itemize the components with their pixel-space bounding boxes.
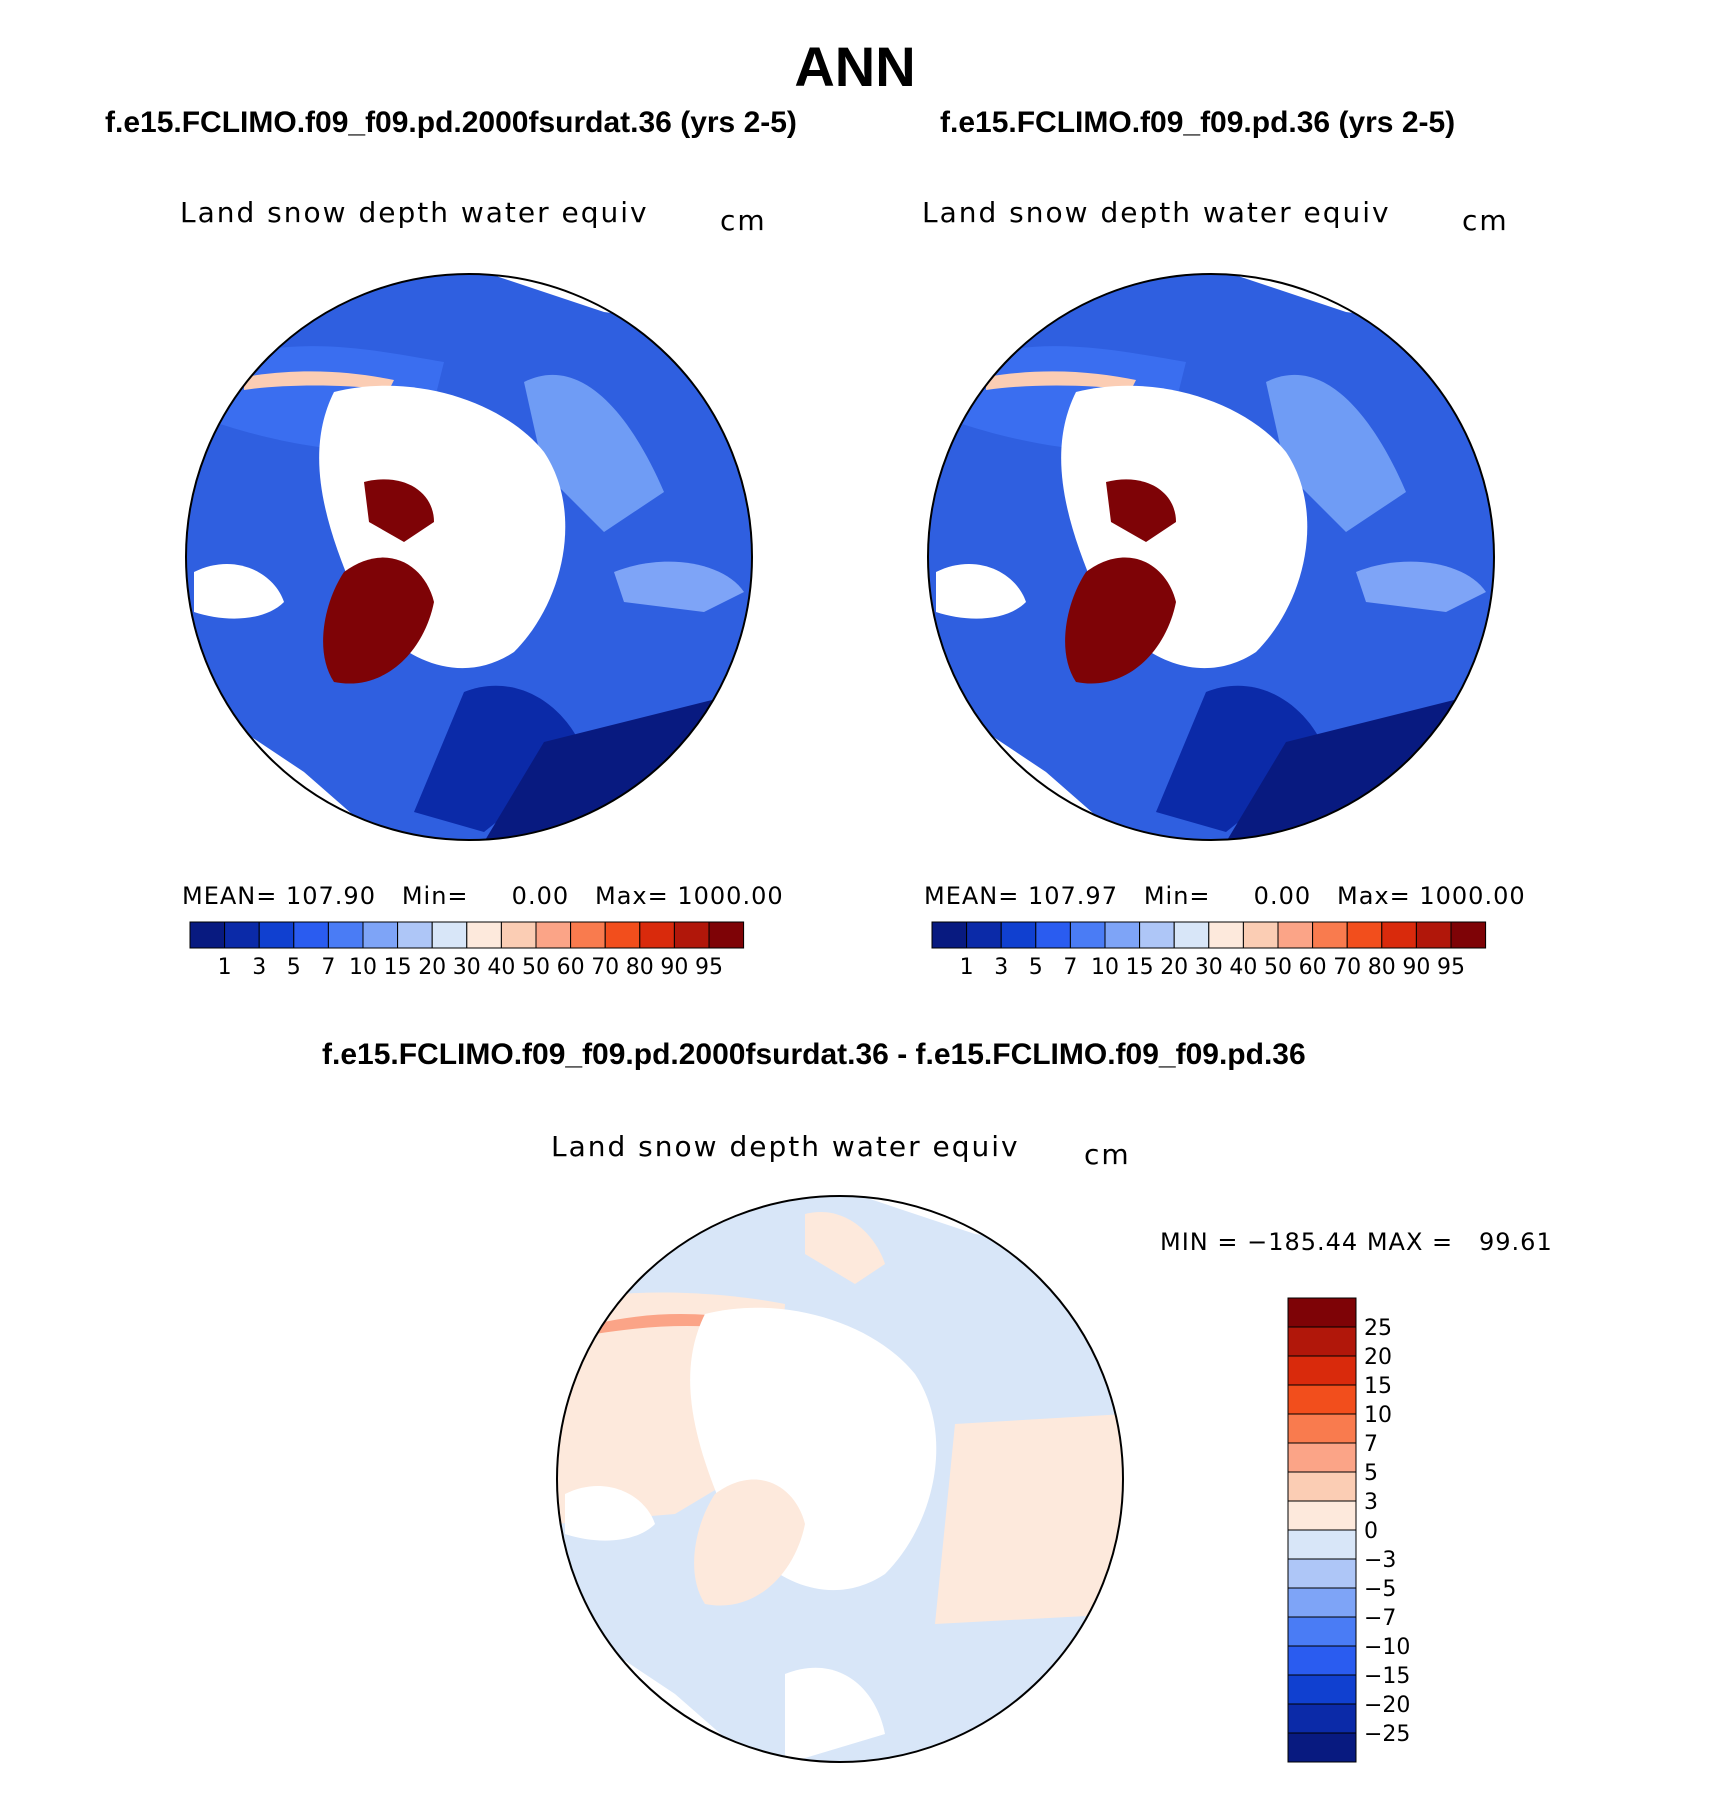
colorbar-swatch bbox=[932, 922, 967, 948]
colorbar-swatch bbox=[259, 922, 294, 948]
colorbar-swatch bbox=[328, 922, 363, 948]
diff-colorbar-swatch bbox=[1288, 1443, 1356, 1472]
polar-map-left bbox=[184, 272, 754, 842]
colorbar-tick-label: 30 bbox=[1194, 955, 1223, 980]
colorbar-tick-label: 90 bbox=[660, 955, 689, 980]
case-title-left: f.e15.FCLIMO.f09_f09.pd.2000fsurdat.36 (yrs 2-5) bbox=[105, 106, 797, 139]
diff-colorbar-swatch bbox=[1288, 1733, 1356, 1762]
diff-colorbar-tick-label: −7 bbox=[1364, 1606, 1397, 1631]
colorbar-tick-label: 1 bbox=[959, 955, 974, 980]
case-title-right: f.e15.FCLIMO.f09_f09.pd.36 (yrs 2-5) bbox=[940, 106, 1456, 139]
colorbar-tick-label: 20 bbox=[1160, 955, 1189, 980]
diff-colorbar-tick-label: 15 bbox=[1364, 1374, 1392, 1399]
colorbar-swatch bbox=[571, 922, 606, 948]
colorbar-swatch bbox=[1416, 922, 1451, 948]
diff-colorbar-tick-label: 25 bbox=[1364, 1316, 1392, 1341]
diff-colorbar-tick-label: 3 bbox=[1364, 1490, 1378, 1515]
colorbar-tick-label: 30 bbox=[452, 955, 481, 980]
colorbar-tick-label: 15 bbox=[383, 955, 412, 980]
colorbar-tick-label: 95 bbox=[695, 955, 723, 980]
colorbar-tick-label: 50 bbox=[522, 955, 550, 980]
colorbar-swatch bbox=[432, 922, 467, 948]
colorbar-swatch bbox=[1174, 922, 1209, 948]
diff-colorbar-tick-label: −10 bbox=[1364, 1635, 1411, 1660]
polar-map-diff bbox=[555, 1194, 1125, 1764]
colorbar-swatch bbox=[536, 922, 571, 948]
variable-label-diff: Land snow depth water equiv bbox=[551, 1130, 1020, 1163]
variable-label-right: Land snow depth water equiv bbox=[922, 196, 1391, 229]
diff-colorbar-tick-label: −15 bbox=[1364, 1664, 1411, 1689]
colorbar-swatch bbox=[1347, 922, 1382, 948]
colorbar-tick-label: 60 bbox=[1298, 955, 1327, 980]
colorbar-swatch bbox=[1209, 922, 1244, 948]
colorbar-tick-label: 10 bbox=[349, 955, 377, 980]
colorbar-tick-label: 50 bbox=[1264, 955, 1292, 980]
colorbar-swatch bbox=[501, 922, 536, 948]
colorbar-tick-label: 7 bbox=[1063, 955, 1078, 980]
colorbar-tick-label: 95 bbox=[1437, 955, 1465, 980]
colorbar-tick-label: 80 bbox=[625, 955, 654, 980]
colorbar-swatch bbox=[225, 922, 260, 948]
colorbar-swatch bbox=[1313, 922, 1348, 948]
units-label-diff: cm bbox=[1084, 1138, 1131, 1171]
colorbar-swatch bbox=[709, 922, 744, 948]
colorbar-left bbox=[190, 922, 760, 992]
colorbar-swatch bbox=[1451, 922, 1486, 948]
colorbar-tick-label: 15 bbox=[1125, 955, 1154, 980]
variable-label-left: Land snow depth water equiv bbox=[180, 196, 649, 229]
colorbar-swatch bbox=[467, 922, 502, 948]
colorbar-right bbox=[932, 922, 1502, 992]
colorbar-tick-label: 7 bbox=[321, 955, 336, 980]
diff-colorbar-tick-label: 7 bbox=[1364, 1432, 1378, 1457]
polar-map-right bbox=[926, 272, 1496, 842]
colorbar-tick-label: 3 bbox=[252, 955, 267, 980]
diff-colorbar-tick-label: 0 bbox=[1364, 1519, 1378, 1544]
colorbar-swatch bbox=[1243, 922, 1278, 948]
colorbar-swatch bbox=[1382, 922, 1417, 948]
case-title-diff: f.e15.FCLIMO.f09_f09.pd.2000fsurdat.36 - f.e15.FCLIMO.f09_f09.pd.36 bbox=[322, 1038, 1306, 1071]
diff-colorbar-swatch bbox=[1288, 1646, 1356, 1675]
colorbar-tick-label: 70 bbox=[1333, 955, 1362, 980]
colorbar-swatch bbox=[1140, 922, 1175, 948]
colorbar-tick-label: 10 bbox=[1091, 955, 1119, 980]
colorbar-tick-label: 40 bbox=[1229, 955, 1258, 980]
colorbar-tick-label: 90 bbox=[1402, 955, 1431, 980]
diff-colorbar-swatch bbox=[1288, 1559, 1356, 1588]
colorbar-tick-label: 80 bbox=[1367, 955, 1396, 980]
diff-colorbar-swatch bbox=[1288, 1675, 1356, 1704]
colorbar-swatch bbox=[967, 922, 1002, 948]
colorbar-swatch bbox=[398, 922, 433, 948]
colorbar-tick-label: 60 bbox=[556, 955, 585, 980]
colorbar-swatch bbox=[363, 922, 398, 948]
colorbar-tick-label: 5 bbox=[1028, 955, 1043, 980]
diff-colorbar-tick-label: 5 bbox=[1364, 1461, 1378, 1486]
colorbar-diff bbox=[1288, 1298, 1448, 1768]
colorbar-swatch bbox=[1070, 922, 1105, 948]
colorbar-swatch bbox=[1036, 922, 1071, 948]
diff-colorbar-swatch bbox=[1288, 1327, 1356, 1356]
figure-title: ANN bbox=[794, 35, 916, 98]
colorbar-swatch bbox=[294, 922, 329, 948]
stats-diff: MIN = −185.44 MAX = 99.61 bbox=[1160, 1228, 1553, 1256]
diff-colorbar-swatch bbox=[1288, 1588, 1356, 1617]
diff-colorbar-tick-label: −5 bbox=[1364, 1577, 1397, 1602]
units-label-right: cm bbox=[1462, 204, 1509, 237]
diff-colorbar-tick-label: −25 bbox=[1364, 1722, 1411, 1747]
diff-colorbar-swatch bbox=[1288, 1704, 1356, 1733]
colorbar-tick-label: 1 bbox=[217, 955, 232, 980]
diff-colorbar-swatch bbox=[1288, 1414, 1356, 1443]
diff-colorbar-swatch bbox=[1288, 1356, 1356, 1385]
diff-colorbar-tick-label: −3 bbox=[1364, 1548, 1397, 1573]
diff-colorbar-tick-label: −20 bbox=[1364, 1693, 1411, 1718]
diff-colorbar-swatch bbox=[1288, 1530, 1356, 1559]
diff-colorbar-swatch bbox=[1288, 1472, 1356, 1501]
diff-colorbar-tick-label: 20 bbox=[1364, 1345, 1392, 1370]
colorbar-tick-label: 70 bbox=[591, 955, 620, 980]
colorbar-tick-label: 40 bbox=[487, 955, 516, 980]
diff-colorbar-swatch bbox=[1288, 1298, 1356, 1327]
colorbar-tick-label: 3 bbox=[994, 955, 1009, 980]
colorbar-swatch bbox=[640, 922, 675, 948]
colorbar-swatch bbox=[605, 922, 640, 948]
units-label-left: cm bbox=[720, 204, 767, 237]
diff-colorbar-swatch bbox=[1288, 1617, 1356, 1646]
diff-colorbar-swatch bbox=[1288, 1501, 1356, 1530]
colorbar-swatch bbox=[1001, 922, 1036, 948]
colorbar-tick-label: 5 bbox=[286, 955, 301, 980]
colorbar-swatch bbox=[190, 922, 225, 948]
colorbar-swatch bbox=[1105, 922, 1140, 948]
diff-colorbar-tick-label: 10 bbox=[1364, 1403, 1392, 1428]
colorbar-tick-label: 20 bbox=[418, 955, 447, 980]
stats-left: MEAN= 107.90 Min= 0.00 Max= 1000.00 bbox=[182, 882, 784, 910]
colorbar-swatch bbox=[674, 922, 709, 948]
diff-colorbar-swatch bbox=[1288, 1385, 1356, 1414]
colorbar-swatch bbox=[1278, 922, 1313, 948]
stats-right: MEAN= 107.97 Min= 0.00 Max= 1000.00 bbox=[924, 882, 1526, 910]
